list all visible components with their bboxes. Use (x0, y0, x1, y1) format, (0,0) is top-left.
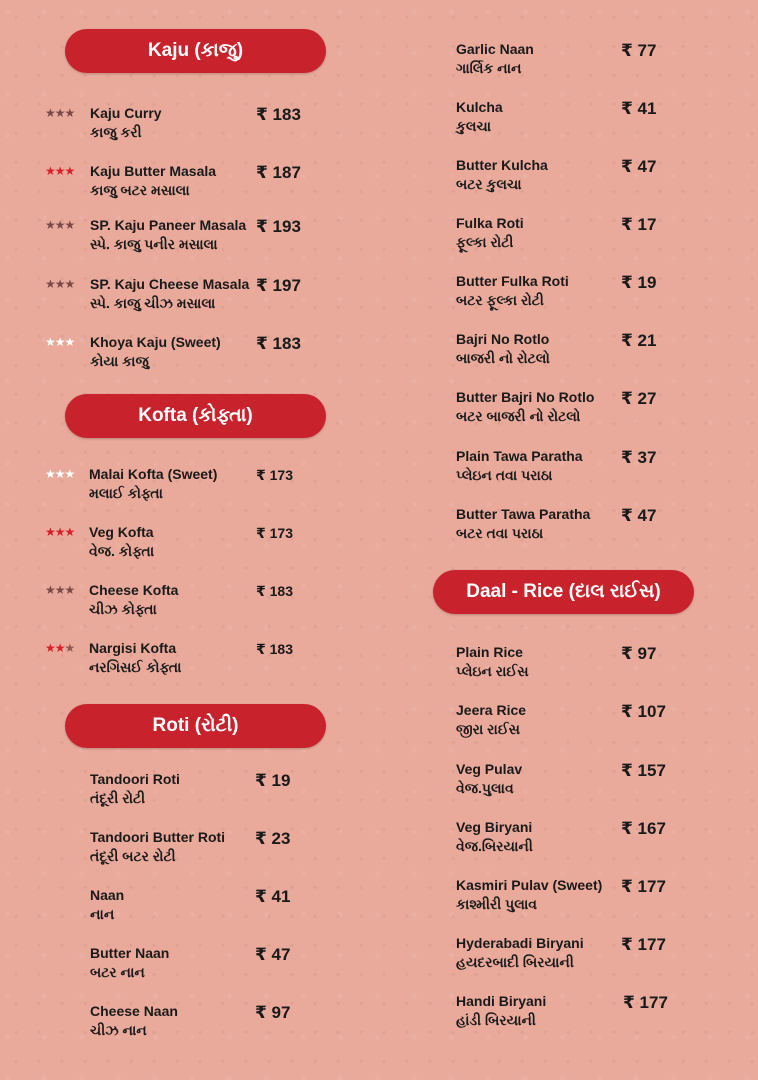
item-price: ₹ 157 (621, 761, 666, 780)
rating-stars: ★★★ (45, 106, 75, 120)
item-name-gu: ચીઝ કોફ્તા (89, 601, 157, 617)
item-price: ₹ 37 (621, 448, 657, 467)
menu-item (456, 877, 671, 917)
section-header-daal-rice (433, 570, 694, 614)
item-name-en: Fulka Roti (456, 215, 524, 231)
menu-item (45, 640, 305, 680)
item-name-gu: તંદૂરી રોટી (90, 790, 146, 806)
rating-stars: ★★★ (45, 525, 75, 539)
section-header-kaju (65, 29, 326, 73)
item-price: ₹ 47 (255, 945, 291, 964)
menu-item (456, 273, 666, 313)
menu-item (456, 448, 666, 488)
item-name-gu: કાજુ બટર મસાલા (90, 182, 190, 198)
item-price: ₹ 97 (255, 1003, 291, 1022)
item-name-en: Bajri No Rotlo (456, 331, 550, 347)
menu-item (456, 993, 671, 1033)
item-name-en: Jeera Rice (456, 702, 527, 718)
section-title: Roti (રોટી) (152, 715, 239, 736)
rating-stars: ★★★ (45, 277, 75, 291)
item-price: ₹ 47 (621, 157, 657, 176)
item-price: ₹ 167 (621, 819, 666, 838)
item-name-en: Butter Naan (90, 945, 170, 961)
menu-item (90, 1003, 305, 1043)
item-price: ₹ 41 (621, 99, 657, 118)
item-name-en: Plain Tawa Paratha (456, 448, 583, 464)
item-name-en: Tandoori Butter Roti (90, 829, 226, 845)
item-price: ₹ 19 (621, 273, 657, 292)
item-price: ₹ 21 (621, 331, 657, 350)
item-price: ₹ 27 (621, 389, 657, 408)
item-name-gu: બટર ફૂલ્કા રોટી (456, 292, 544, 308)
item-name-en: Kasmiri Pulav (Sweet) (456, 877, 603, 893)
menu-item (456, 389, 666, 429)
menu-item (456, 506, 666, 546)
menu-item (456, 99, 666, 139)
item-name-gu: કોયા કાજુ (90, 353, 149, 369)
item-price: ₹ 173 (256, 525, 293, 541)
menu-item (45, 524, 305, 564)
item-price: ₹ 41 (255, 887, 291, 906)
item-name-en: SP. Kaju Cheese Masala (90, 276, 250, 292)
menu-item (456, 41, 666, 81)
item-name-en: Kaju Butter Masala (90, 163, 217, 179)
item-name-en: Tandoori Roti (90, 771, 180, 787)
item-name-gu: નાન (90, 906, 115, 922)
item-name-en: Veg Pulav (456, 761, 523, 777)
item-name-gu: હાંડી બિરયાની (456, 1012, 536, 1028)
menu-item (45, 466, 305, 506)
item-price: ₹ 183 (256, 334, 301, 353)
item-name-en: Kulcha (456, 99, 503, 115)
item-name-gu: સ્પે. કાજુ ચીઝ મસાલા (90, 295, 216, 311)
section-header-roti (65, 704, 326, 748)
item-name-en: Khoya Kaju (Sweet) (90, 334, 221, 350)
item-price: ₹ 177 (623, 993, 668, 1012)
menu-item (45, 105, 305, 145)
item-price: ₹ 183 (256, 105, 301, 124)
item-name-en: Plain Rice (456, 644, 523, 660)
menu-item (456, 935, 671, 975)
item-price: ₹ 107 (621, 702, 666, 721)
menu-item (456, 215, 666, 255)
item-name-en: Butter Bajri No Rotlo (456, 389, 595, 405)
menu-item (45, 582, 305, 622)
menu-item (456, 761, 671, 801)
item-price: ₹ 19 (255, 771, 291, 790)
section-title: Daal - Rice (દાલ રાઈસ) (466, 581, 661, 602)
item-name-gu: જીરા રાઈસ (456, 721, 520, 737)
item-name-gu: વેજ. કોફ્તા (89, 543, 155, 559)
rating-stars: ★★★ (45, 641, 75, 655)
item-name-en: Handi Biryani (456, 993, 547, 1009)
item-price: ₹ 77 (621, 41, 657, 60)
item-name-en: Cheese Naan (90, 1003, 178, 1019)
item-name-gu: બટર બાજરી નો રોટલો (456, 408, 581, 424)
item-name-gu: બાજરી નો રોટલો (456, 350, 550, 366)
item-name-gu: પ્લેઇન રાઈસ (456, 663, 529, 679)
item-price: ₹ 97 (621, 644, 657, 663)
rating-stars: ★★★ (45, 467, 75, 481)
item-name-en: Cheese Kofta (89, 582, 179, 598)
menu-item (456, 702, 671, 742)
item-name-en: Butter Kulcha (456, 157, 548, 173)
rating-stars: ★★★ (45, 583, 75, 597)
menu-item (90, 887, 305, 927)
item-price: ₹ 183 (256, 583, 293, 599)
item-price: ₹ 193 (256, 217, 301, 236)
menu-item (45, 276, 305, 316)
item-name-en: Veg Biryani (456, 819, 533, 835)
rating-stars: ★★★ (45, 164, 75, 178)
item-name-gu: મલાઈ કોફ્તા (89, 485, 163, 501)
item-name-en: Nargisi Kofta (89, 640, 177, 656)
item-name-en: Kaju Curry (90, 105, 162, 121)
item-name-gu: તંદૂરી બટર રોટી (90, 848, 176, 864)
item-name-gu: પ્લેઇન તવા પરાઠા (456, 467, 553, 483)
item-name-en: Veg Kofta (89, 524, 154, 540)
item-name-gu: વેજ.પુલાવ (456, 780, 514, 796)
item-price: ₹ 47 (621, 506, 657, 525)
item-price: ₹ 17 (621, 215, 657, 234)
menu-item (456, 157, 666, 197)
rating-stars: ★★★ (45, 218, 75, 232)
item-name-gu: બટર તવા પરાઠા (456, 525, 544, 541)
item-name-gu: કાશ્મીરી પુલાવ (456, 896, 537, 912)
item-name-en: Malai Kofta (Sweet) (89, 466, 218, 482)
item-price: ₹ 187 (256, 163, 301, 182)
section-title: Kofta (કોફ્તા) (138, 405, 253, 426)
item-name-gu: બટર નાન (90, 964, 145, 980)
menu-item (90, 945, 305, 985)
item-name-gu: ફૂલ્કા રોટી (456, 234, 514, 250)
item-name-gu: સ્પે. કાજુ પનીર મસાલા (90, 236, 218, 252)
item-price: ₹ 23 (255, 829, 291, 848)
item-name-gu: કાજુ કરી (90, 124, 142, 140)
item-name-gu: ચીઝ નાન (90, 1022, 147, 1038)
item-price: ₹ 183 (256, 641, 293, 657)
section-title: Kaju (કાજુ) (147, 40, 244, 61)
rating-stars: ★★★ (45, 335, 75, 349)
menu-item (90, 829, 305, 869)
item-name-en: Butter Fulka Roti (456, 273, 569, 289)
item-price: ₹ 173 (256, 467, 293, 483)
menu-item (45, 163, 305, 203)
item-name-en: Naan (90, 887, 125, 903)
item-name-gu: કુલચા (456, 118, 492, 134)
menu-item (456, 331, 666, 371)
menu-item (90, 771, 305, 811)
menu-item (456, 819, 671, 859)
item-price: ₹ 177 (621, 935, 666, 954)
menu-item (45, 217, 305, 257)
item-name-en: Butter Tawa Paratha (456, 506, 591, 522)
item-price: ₹ 197 (256, 276, 301, 295)
section-header-kofta (65, 394, 326, 438)
item-name-en: Garlic Naan (456, 41, 534, 57)
item-price: ₹ 177 (621, 877, 666, 896)
item-name-en: SP. Kaju Paneer Masala (90, 217, 247, 233)
item-name-en: Hyderabadi Biryani (456, 935, 584, 951)
menu-item (456, 644, 671, 684)
item-name-gu: હયદરબાદી બિરયાની (456, 954, 574, 970)
item-name-gu: નરગિસઈ કોફ્તા (89, 659, 182, 675)
item-name-gu: ગાર્લિક નાન (456, 60, 522, 76)
item-name-gu: બટર કુલચા (456, 176, 522, 192)
item-name-gu: વેજ.બિરયાની (456, 838, 533, 854)
menu-item (45, 334, 305, 374)
